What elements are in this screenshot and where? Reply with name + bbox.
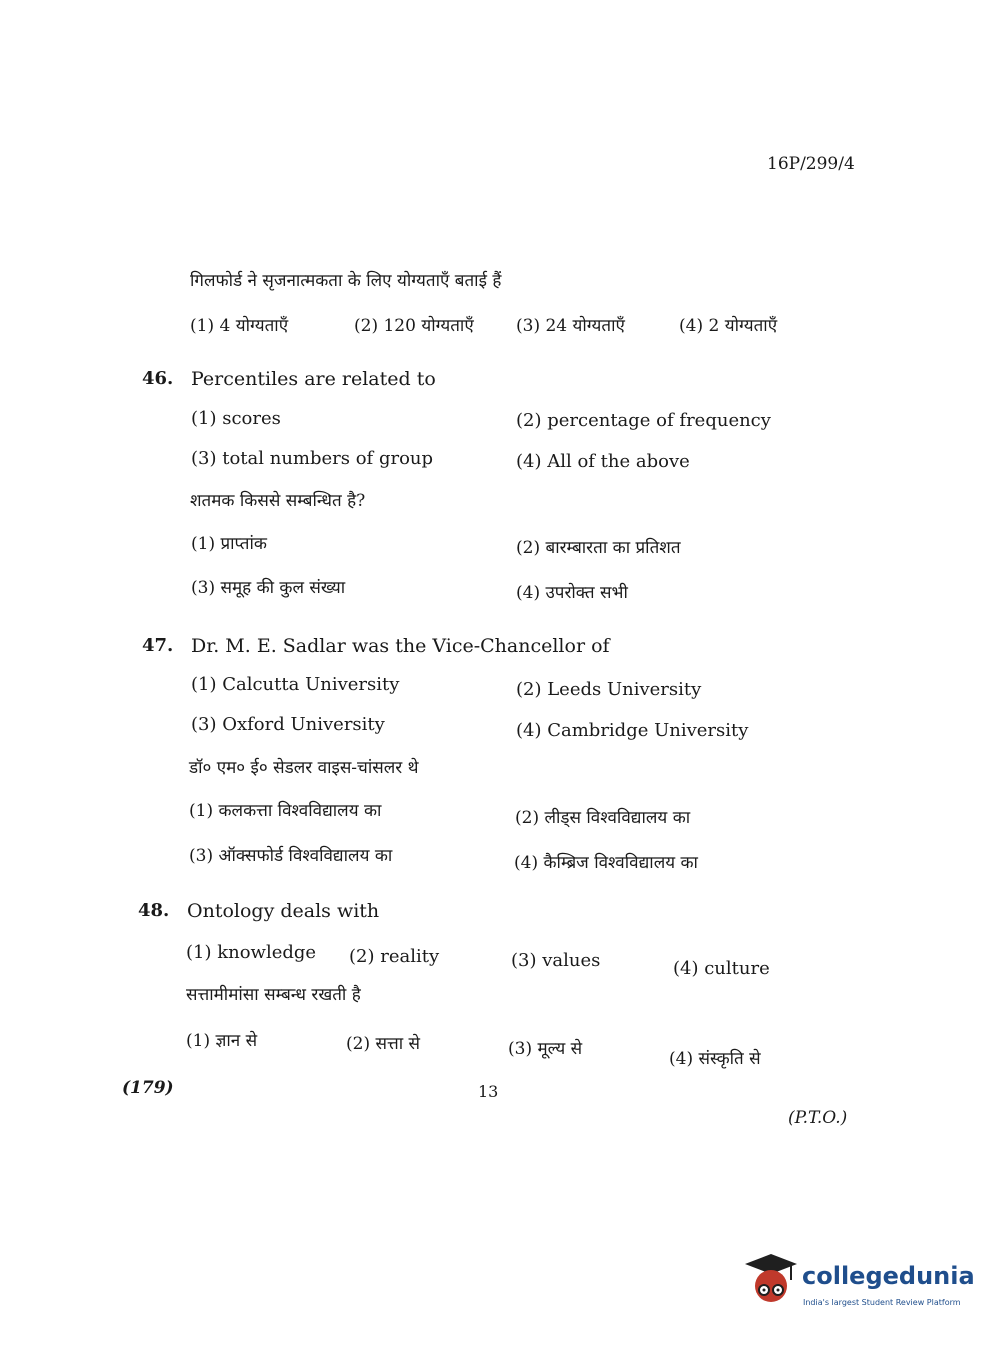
watermark-name: collegedunia bbox=[802, 1262, 975, 1290]
q47-hindi-option-4: (4) कैम्ब्रिज विश्वविद्यालय का bbox=[514, 853, 698, 873]
q47-hindi-option-3: (3) ऑक्सफोर्ड विश्वविद्यालय का bbox=[189, 846, 393, 866]
q45-hindi-option-4: (4) 2 योग्यताएँ bbox=[679, 316, 778, 336]
q48-hindi-option-1: (1) ज्ञान से bbox=[186, 1031, 258, 1051]
q45-hindi-option-2: (2) 120 योग्यताएँ bbox=[354, 316, 474, 336]
q47-hindi-option-2: (2) लीड्स विश्वविद्यालय का bbox=[515, 808, 691, 828]
q46-option-4: (4) All of the above bbox=[516, 451, 690, 472]
watermark-tagline: India's largest Student Review Platform bbox=[803, 1298, 961, 1307]
q46-text: Percentiles are related to bbox=[191, 368, 436, 390]
q46-hindi-option-2: (2) बारम्बारता का प्रतिशत bbox=[516, 538, 681, 558]
q45-hindi-text: गिलफोर्ड ने सृजनात्मकता के लिए योग्यताएँ बताई हैं bbox=[190, 271, 502, 291]
pto-label: (P.T.O.) bbox=[788, 1108, 848, 1128]
q48-hindi-text: सत्तामीमांसा सम्बन्ध रखती है bbox=[186, 985, 361, 1005]
paper-code: 16P/299/4 bbox=[767, 154, 855, 174]
q47-hindi-option-1: (1) कलकत्ता विश्वविद्यालय का bbox=[189, 801, 382, 821]
q46-hindi-option-4: (4) उपरोक्त सभी bbox=[516, 583, 628, 603]
q46-hindi-option-3: (3) समूह की कुल संख्या bbox=[191, 578, 346, 598]
q47-hindi-text: डॉ० एम० ई० सेडलर वाइस-चांसलर थे bbox=[189, 758, 419, 778]
q47-option-2: (2) Leeds University bbox=[516, 679, 702, 700]
q47-option-1: (1) Calcutta University bbox=[191, 674, 400, 695]
q46-option-2: (2) percentage of frequency bbox=[516, 410, 771, 431]
q45-hindi-option-3: (3) 24 योग्यताएँ bbox=[516, 316, 625, 336]
q46-option-1: (1) scores bbox=[191, 408, 281, 429]
q47-text: Dr. M. E. Sadlar was the Vice-Chancellor of bbox=[191, 635, 610, 657]
q45-hindi-option-1: (1) 4 योग्यताएँ bbox=[190, 316, 289, 336]
q48-option-1: (1) knowledge bbox=[186, 942, 317, 963]
q47-option-3: (3) Oxford University bbox=[191, 714, 385, 735]
q48-text: Ontology deals with bbox=[187, 900, 380, 922]
collegedunia-logo-icon bbox=[743, 1252, 799, 1308]
q46-number: 46. bbox=[142, 368, 174, 389]
q47-number: 47. bbox=[142, 635, 174, 656]
q48-hindi-option-2: (2) सत्ता से bbox=[346, 1034, 421, 1054]
page-number: 13 bbox=[478, 1082, 499, 1101]
q46-hindi-option-1: (1) प्राप्तांक bbox=[191, 534, 267, 554]
q46-hindi-text: शतमक किससे सम्बन्धित है? bbox=[190, 491, 366, 511]
q46-option-3: (3) total numbers of group bbox=[191, 448, 434, 469]
q47-option-4: (4) Cambridge University bbox=[516, 720, 749, 741]
q48-number: 48. bbox=[138, 900, 170, 921]
booklet-code: (179) bbox=[122, 1078, 174, 1098]
q48-option-3: (3) values bbox=[511, 950, 601, 971]
q48-option-4: (4) culture bbox=[673, 958, 770, 979]
q48-hindi-option-4: (4) संस्कृति से bbox=[669, 1049, 761, 1069]
q48-hindi-option-3: (3) मूल्य से bbox=[508, 1039, 583, 1059]
q48-option-2: (2) reality bbox=[349, 946, 440, 967]
